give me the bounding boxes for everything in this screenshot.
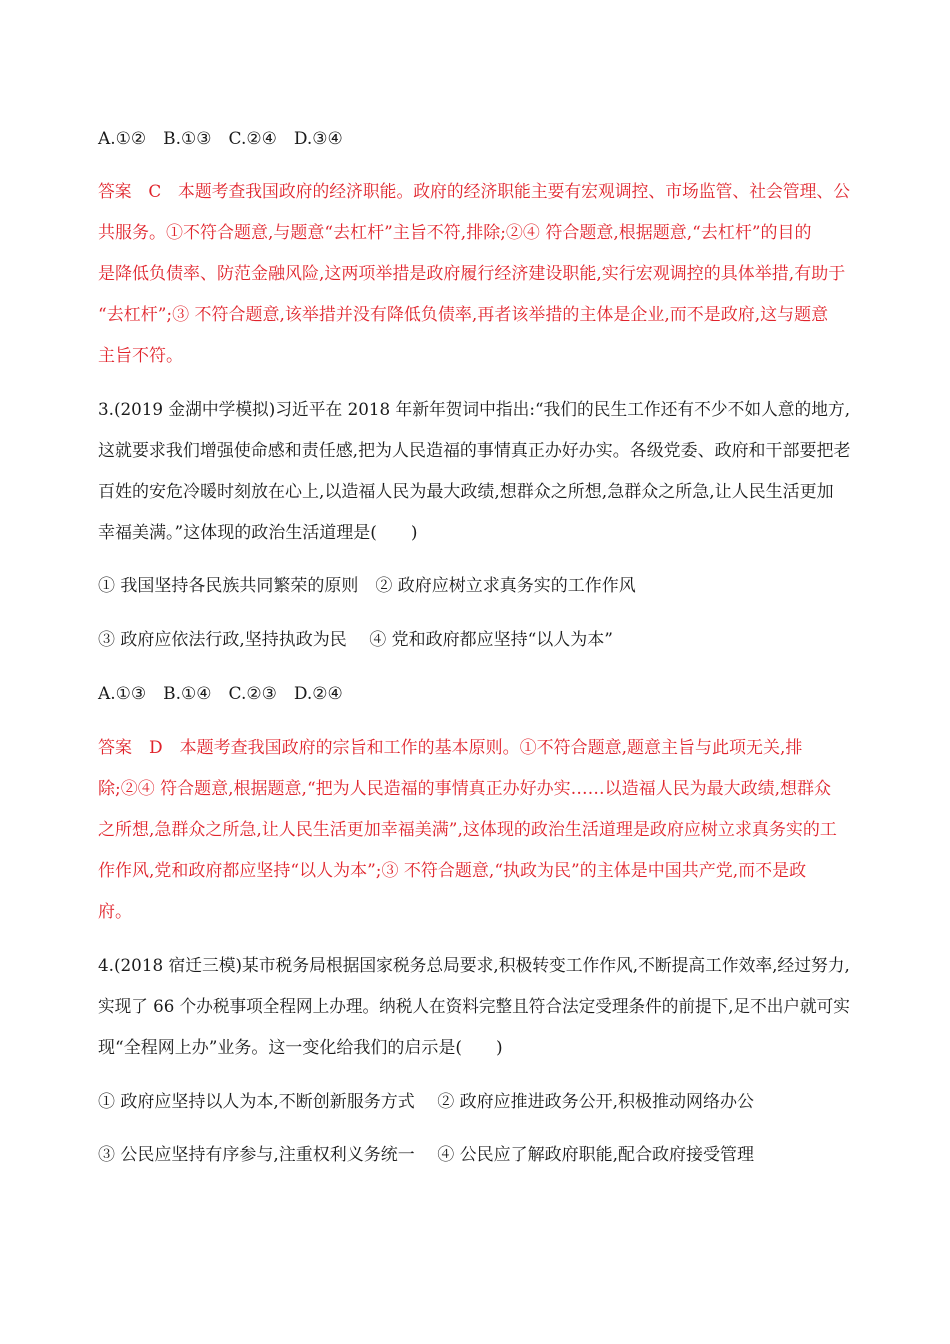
q2-answer-line: 共服务。①不符合题意,与题意“去杠杆”主旨不符,排除;②④ 符合题意,根据题意,“去杠杆”的目的 (98, 223, 812, 243)
q3-statement-row: ③ 政府应依法行政,坚持执政为民 ④ 党和政府都应坚持“以人为本” (98, 630, 613, 650)
q3-stem-line: 这就要求我们增强使命感和责任感,把为人民造福的事情真正办好办实。各级党委、政府和干部要把老 (98, 441, 851, 461)
q4-stem-line: 实现了 66 个办税事项全程网上办理。纳税人在资料完整且符合法定受理条件的前提下,足不出户就可实 (98, 997, 850, 1017)
q3-statement-row: ① 我国坚持各民族共同繁荣的原则 ② 政府应树立求真务实的工作作风 (98, 576, 636, 596)
q3-answer-line: 府。 (98, 902, 132, 922)
q2-answer-line: 主旨不符。 (98, 346, 183, 366)
q3-answer-line: 之所想,急群众之所急,让人民生活更加幸福美满”,这体现的政治生活道理是政府应树立求真务实的工 (98, 820, 837, 840)
q3-stem-line: 百姓的安危冷暖时刻放在心上,以造福人民为最大政绩,想群众之所想,急群众之所急,让人民生活更加 (98, 482, 834, 502)
q4-statement-row: ① 政府应坚持以人为本,不断创新服务方式 ② 政府应推进政务公开,积极推动网络办公 (98, 1092, 755, 1112)
q3-answer-line: 除;②④ 符合题意,根据题意,“把为人民造福的事情真正办好办实……以造福人民为最大政绩,想群众 (98, 779, 832, 799)
q3-stem-line: 幸福美满。”这体现的政治生活道理是( ) (98, 523, 418, 543)
q3-answer-line: 答案 D 本题考查我国政府的宗旨和工作的基本原则。①不符合题意,题意主旨与此项无关,排 (98, 738, 803, 758)
q3-answer-line: 作作风,党和政府都应坚持“以人为本”;③ 不符合题意,“执政为民”的主体是中国共产党,而不是政 (98, 861, 807, 881)
q3-stem-line: 3.(2019 金湖中学模拟)习近平在 2018 年新年贺词中指出:“我们的民生工作还有不少不如人意的地方, (98, 400, 851, 420)
q2-answer-line: “去杠杆”;③ 不符合题意,该举措并没有降低负债率,再者该举措的主体是企业,而不是政府,这与题意 (98, 305, 829, 325)
q3-options: A.①③ B.①④ C.②③ D.②④ (98, 684, 343, 704)
q2-answer-line: 答案 C 本题考查我国政府的经济职能。政府的经济职能主要有宏观调控、市场监管、社会管理、公 (98, 182, 851, 202)
q4-statement-row: ③ 公民应坚持有序参与,注重权利义务统一 ④ 公民应了解政府职能,配合政府接受管理 (98, 1145, 755, 1165)
q4-stem-line: 4.(2018 宿迁三模)某市税务局根据国家税务总局要求,积极转变工作作风,不断提高工作效率,经过努力, (98, 956, 850, 976)
q4-stem-line: 现“全程网上办”业务。这一变化给我们的启示是( ) (98, 1038, 503, 1058)
q2-options: A.①② B.①③ C.②④ D.③④ (98, 129, 343, 149)
q2-answer-line: 是降低负债率、防范金融风险,这两项举措是政府履行经济建设职能,实行宏观调控的具体举措,有助于 (98, 264, 846, 284)
